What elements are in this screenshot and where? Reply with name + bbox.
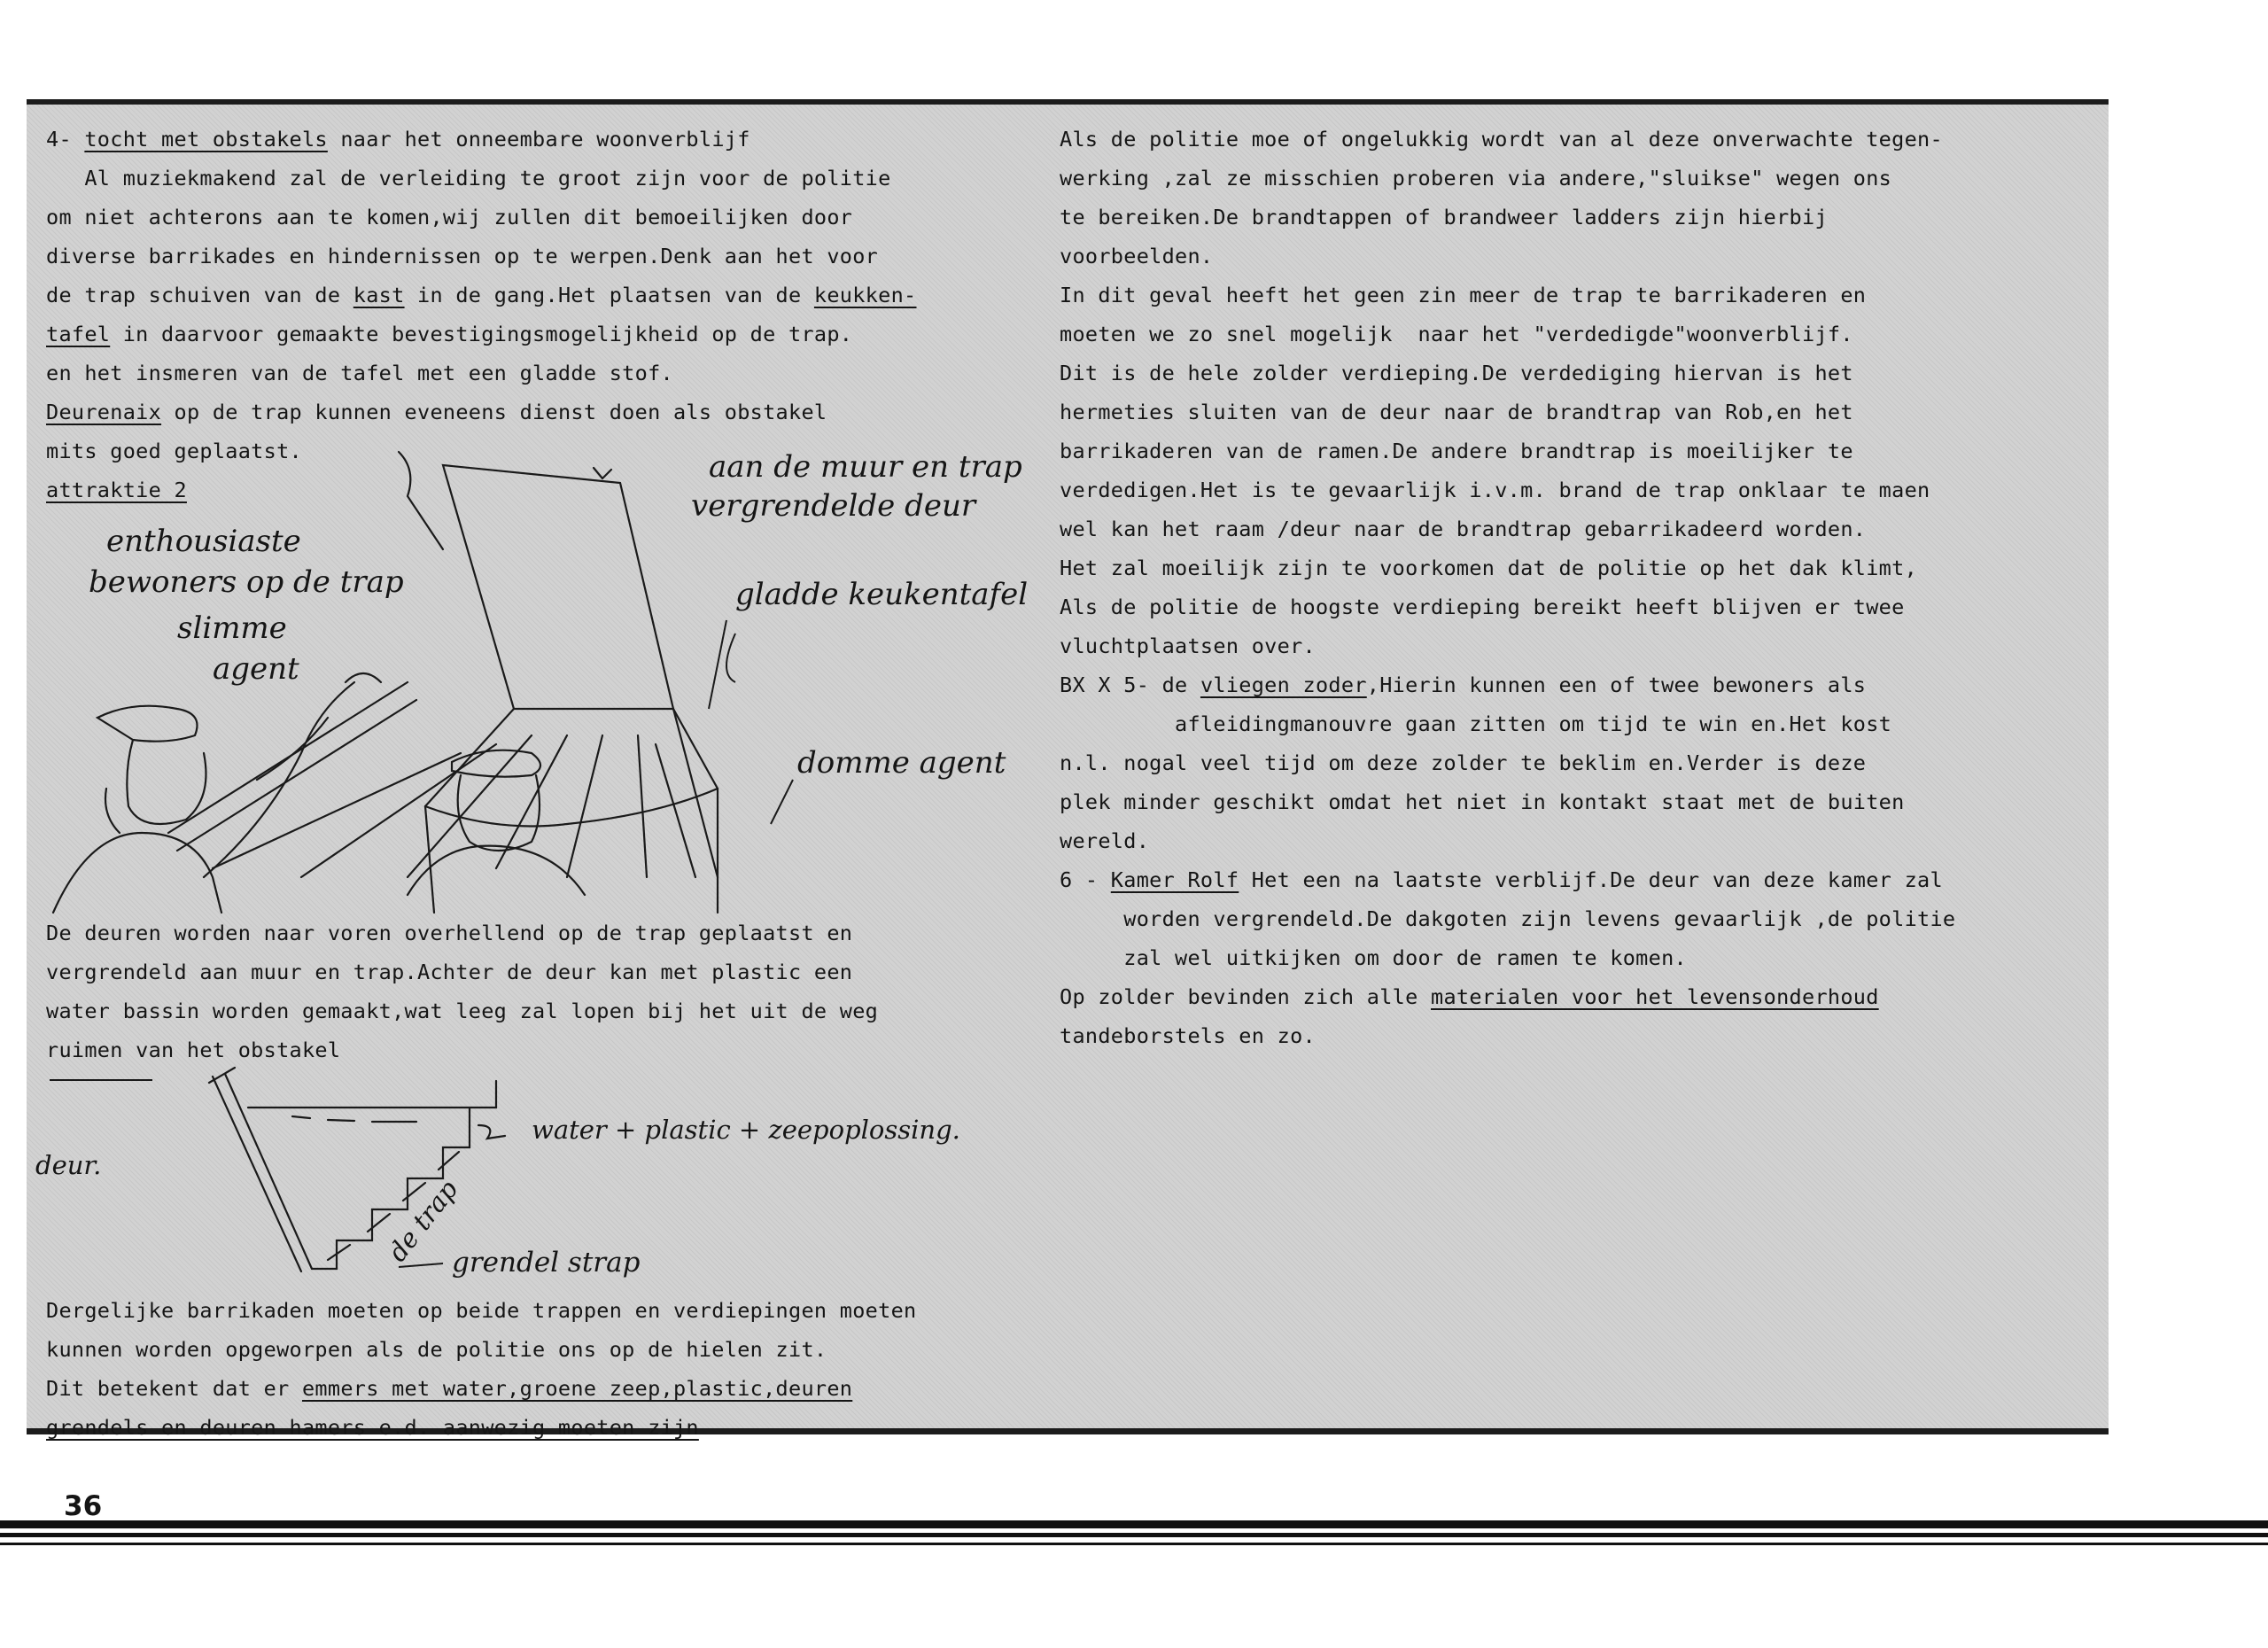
text-line bbox=[1060, 431, 1955, 470]
left-column-bottom bbox=[46, 1291, 916, 1447]
text-run: werking ,zal ze misschien proberen via andere,"sluikse" wegen ons bbox=[1060, 166, 1892, 190]
underlined-text: grendels en deuren hamers e.d. aanwezig moeten zijn bbox=[46, 1415, 699, 1440]
stairs-barricade-sketch bbox=[35, 416, 1063, 913]
underlined-text: tafel bbox=[46, 322, 111, 346]
sketch-label-residents-1: enthousiaste bbox=[106, 524, 301, 559]
text-line bbox=[46, 1408, 916, 1447]
text-line bbox=[46, 159, 917, 198]
underlined-text: materialen voor het levensonderhoud bbox=[1431, 984, 1879, 1009]
text-run: te bereiken.De brandtappen of brandweer ladders zijn hierbij bbox=[1060, 205, 1828, 229]
sketch-label-cop-dumb: domme agent bbox=[797, 745, 1006, 781]
text-run: wereld. bbox=[1060, 828, 1150, 853]
text-run: vergrendeld aan muur en trap.Achter de deur kan met plastic een bbox=[46, 960, 853, 984]
text-line bbox=[1060, 198, 1955, 237]
text-line bbox=[1060, 315, 1955, 354]
text-line bbox=[46, 1330, 916, 1369]
text-line bbox=[46, 315, 917, 354]
text-run: voorbeelden. bbox=[1060, 244, 1214, 268]
text-run: barrikaderen van de ramen.De andere brandtrap is moeilijker te bbox=[1060, 439, 1853, 463]
underlined-text: vliegen zoder bbox=[1200, 672, 1367, 697]
text-run: worden vergrendeld.De dakgoten zijn levens gevaarlijk ,de politie bbox=[1060, 906, 1956, 931]
text-run: BX X 5- de bbox=[1060, 672, 1200, 697]
text-run: vluchtplaatsen over. bbox=[1060, 634, 1316, 658]
text-line bbox=[1060, 977, 1955, 1016]
footer-bar-2 bbox=[0, 1533, 2268, 1537]
text-run: hermeties sluiten van de deur naar de brandtrap van Rob,en het bbox=[1060, 400, 1853, 424]
text-line bbox=[1060, 1016, 1955, 1055]
text-line bbox=[46, 991, 878, 1030]
text-line bbox=[1060, 548, 1955, 587]
footer-bar-1 bbox=[0, 1520, 2268, 1528]
sketch-label-table: gladde keukentafel bbox=[735, 577, 1029, 612]
text-run: water bassin worden gemaakt,wat leeg zal lopen bij het uit de weg bbox=[46, 999, 879, 1023]
text-run: In dit geval heeft het geen zin meer de trap te barrikaderen en bbox=[1060, 283, 1867, 307]
text-line bbox=[46, 120, 917, 159]
page-number: 36 bbox=[64, 1490, 103, 1522]
text-run: en het insmeren van de tafel met een gladde stof. bbox=[46, 361, 673, 385]
text-line bbox=[1060, 626, 1955, 665]
text-run: De deuren worden naar voren overhellend op de trap geplaatst en bbox=[46, 921, 853, 945]
text-line bbox=[1060, 899, 1955, 938]
left-column-middle bbox=[46, 913, 878, 1069]
text-run: Als de politie de hoogste verdieping bereikt heeft blijven er twee bbox=[1060, 595, 1905, 619]
text-line bbox=[46, 952, 878, 991]
text-line bbox=[1060, 276, 1955, 315]
text-run: afleidingmanouvre gaan zitten om tijd te win en.Het kost bbox=[1060, 711, 1892, 736]
underlined-text: Kamer Rolf bbox=[1110, 867, 1239, 892]
text-line bbox=[1060, 354, 1955, 393]
text-run: diverse barrikades en hindernissen op te werpen.Denk aan het voor bbox=[46, 244, 879, 268]
text-run: Het zal moeilijk zijn te voorkomen dat de politie op het dak klimt, bbox=[1060, 556, 1918, 580]
text-line bbox=[1060, 782, 1955, 821]
text-line bbox=[46, 198, 917, 237]
text-line bbox=[46, 354, 917, 393]
text-run: verdedigen.Het is te gevaarlijk i.v.m. brand de trap onklaar te maen bbox=[1060, 478, 1930, 502]
underlined-text: tocht met obstakels bbox=[84, 127, 328, 152]
text-run: mits goed geplaatst. bbox=[46, 439, 302, 463]
underlined-text: kast bbox=[353, 283, 405, 307]
text-run: de trap schuiven van de bbox=[46, 283, 353, 307]
text-line bbox=[1060, 470, 1955, 509]
text-run: Op zolder bevinden zich alle bbox=[1060, 984, 1431, 1009]
text-line bbox=[1060, 393, 1955, 431]
footer-bar-3 bbox=[0, 1543, 2268, 1545]
text-line bbox=[46, 913, 878, 952]
text-run: moeten we zo snel mogelijk naar het "verdedigde"woonverblijf. bbox=[1060, 322, 1853, 346]
text-line bbox=[46, 1369, 916, 1408]
sketch-label-wall: aan de muur en trap bbox=[709, 449, 1022, 485]
text-run: Al muziekmakend zal de verleiding te groot zijn voor de politie bbox=[46, 166, 891, 190]
text-line bbox=[1060, 704, 1955, 743]
text-run: ruimen van het obstakel bbox=[46, 1038, 341, 1062]
text-run: zal wel uitkijken om door de ramen te komen. bbox=[1060, 945, 1687, 970]
right-column bbox=[1060, 120, 1955, 1055]
text-run: in de gang.Het plaatsen van de bbox=[404, 283, 814, 307]
text-line bbox=[1060, 665, 1955, 704]
sketch-label-door: vergrendelde deur bbox=[691, 488, 976, 524]
text-line bbox=[46, 276, 917, 315]
underlined-text: attraktie 2 bbox=[46, 478, 187, 502]
underlined-text: Deurenaix bbox=[46, 400, 162, 424]
text-run: n.l. nogal veel tijd om deze zolder te beklim en.Verder is deze bbox=[1060, 750, 1867, 775]
basin-label-stairs: de trap bbox=[382, 1174, 464, 1268]
text-run: tandeborstels en zo. bbox=[1060, 1023, 1316, 1048]
underlined-text: keukken- bbox=[813, 283, 917, 307]
text-line bbox=[1060, 159, 1955, 198]
underlined-text: emmers met water,groene zeep,plastic,deuren bbox=[301, 1376, 853, 1401]
text-run: wel kan het raam /deur naar de brandtrap gebarrikadeerd worden. bbox=[1060, 517, 1867, 541]
text-run: kunnen worden opgeworpen als de politie ons op de hielen zit. bbox=[46, 1337, 827, 1362]
text-run: plek minder geschikt omdat het niet in kontakt staat met de buiten bbox=[1060, 789, 1905, 814]
text-line bbox=[1060, 938, 1955, 977]
text-run: op de trap kunnen eveneens dienst doen als obstakel bbox=[161, 400, 827, 424]
text-line bbox=[1060, 237, 1955, 276]
sketch-label-residents-2: bewoners op de trap bbox=[89, 564, 404, 600]
text-run: Dit is de hele zolder verdieping.De verdediging hiervan is het bbox=[1060, 361, 1853, 385]
text-run: 6 - bbox=[1060, 867, 1111, 892]
text-run: naar het onneembare woonverblijf bbox=[327, 127, 750, 152]
text-line bbox=[1060, 821, 1955, 860]
text-run: 4- bbox=[46, 127, 85, 152]
sketch-label-cop-smart-1: slimme bbox=[177, 610, 287, 646]
text-run: Als de politie moe of ongelukkig wordt van al deze onverwachte tegen- bbox=[1060, 127, 1943, 152]
basin-label-door: deur. bbox=[35, 1150, 102, 1180]
text-line bbox=[1060, 860, 1955, 899]
basin-label-water: water + plastic + zeepoplossing. bbox=[532, 1115, 960, 1145]
text-line bbox=[1060, 120, 1955, 159]
text-run: Dit betekent dat er bbox=[46, 1376, 302, 1401]
text-line bbox=[1060, 509, 1955, 548]
water-basin-sketch bbox=[35, 1054, 960, 1294]
text-line bbox=[46, 237, 917, 276]
text-run: Het een na laatste verblijf.De deur van deze kamer zal bbox=[1239, 867, 1943, 892]
text-run: in daarvoor gemaakte bevestigingsmogelijkheid op de trap. bbox=[110, 322, 853, 346]
text-run: om niet achterons aan te komen,wij zullen dit bemoeilijken door bbox=[46, 205, 853, 229]
text-line bbox=[46, 1291, 916, 1330]
text-run: ,Hierin kunnen een of twee bewoners als bbox=[1366, 672, 1867, 697]
text-line bbox=[1060, 743, 1955, 782]
sketch-label-cop-smart-2: agent bbox=[213, 651, 299, 687]
text-line bbox=[1060, 587, 1955, 626]
text-run: Dergelijke barrikaden moeten op beide trappen en verdiepingen moeten bbox=[46, 1298, 917, 1323]
basin-label-bolt: grendel strap bbox=[452, 1247, 641, 1279]
